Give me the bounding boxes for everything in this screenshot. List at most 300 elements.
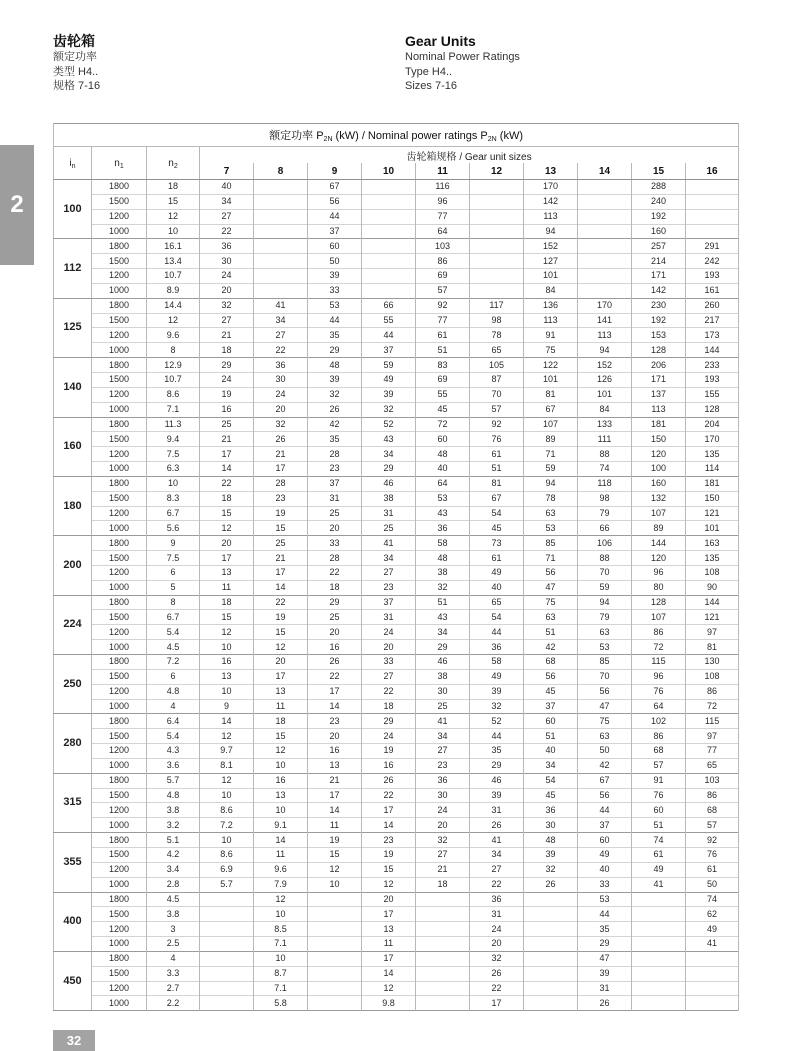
n1-cell: 1500: [92, 254, 147, 269]
n1-cell: 1800: [92, 655, 147, 670]
power-cell-size-12: 54: [470, 506, 524, 521]
power-cell-size-7: 7.2: [200, 818, 254, 833]
power-cell-size-12: 49: [470, 565, 524, 580]
power-cell-size-14: [578, 269, 632, 284]
power-cell-size-8: 21: [254, 447, 308, 462]
table-row: [54, 788, 739, 803]
power-cell-size-9: 26: [308, 402, 362, 417]
n2-cell: 10: [147, 476, 200, 491]
power-cell-size-11: [416, 922, 470, 937]
power-cell-size-7: 29: [200, 358, 254, 373]
power-cell-size-10: 12: [362, 981, 416, 996]
n1-cell: 1800: [92, 773, 147, 788]
table-row: [54, 551, 739, 566]
power-cell-size-15: 137: [632, 387, 686, 402]
power-cell-size-7: 22: [200, 224, 254, 239]
power-cell-size-10: [362, 283, 416, 298]
power-cell-size-8: 17: [254, 669, 308, 684]
table-row: [54, 417, 739, 432]
table-row: [54, 313, 739, 328]
power-cell-size-8: 28: [254, 476, 308, 491]
ratio-cell: 160: [54, 417, 92, 476]
power-cell-size-8: 8.5: [254, 922, 308, 937]
power-cell-size-15: 120: [632, 551, 686, 566]
power-cell-size-9: 37: [308, 476, 362, 491]
power-cell-size-8: 20: [254, 655, 308, 670]
power-cell-size-11: 103: [416, 239, 470, 254]
power-cell-size-12: 65: [470, 595, 524, 610]
power-cell-size-13: 101: [524, 269, 578, 284]
power-cell-size-13: 26: [524, 877, 578, 892]
power-cell-size-11: 55: [416, 387, 470, 402]
n1-cell: 1000: [92, 640, 147, 655]
n2-cell: 6: [147, 565, 200, 580]
power-cell-size-11: 24: [416, 803, 470, 818]
power-cell-size-15: 142: [632, 283, 686, 298]
table-row: [54, 239, 739, 254]
n1-cell: 1500: [92, 669, 147, 684]
power-cell-size-14: 56: [578, 684, 632, 699]
ratio-cell: 125: [54, 298, 92, 357]
power-cell-size-7: 12: [200, 729, 254, 744]
power-cell-size-7: 13: [200, 669, 254, 684]
power-cell-size-14: 133: [578, 417, 632, 432]
power-cell-size-12: 78: [470, 328, 524, 343]
power-cell-size-15: 132: [632, 491, 686, 506]
power-cell-size-10: 33: [362, 655, 416, 670]
power-cell-size-8: [254, 209, 308, 224]
power-cell-size-10: 34: [362, 447, 416, 462]
table-row: [54, 892, 739, 907]
power-cell-size-13: 68: [524, 655, 578, 670]
size-header-9: 9: [308, 163, 362, 180]
n2-cell: 15: [147, 194, 200, 209]
power-cell-size-14: 75: [578, 714, 632, 729]
power-cell-size-7: 34: [200, 194, 254, 209]
power-cell-size-15: 80: [632, 580, 686, 595]
power-cell-size-13: 71: [524, 447, 578, 462]
power-cell-size-15: 74: [632, 833, 686, 848]
n1-cell: 1800: [92, 892, 147, 907]
power-cell-size-13: [524, 922, 578, 937]
power-cell-size-16: 108: [686, 565, 739, 580]
col-header-n1-sub: 1: [119, 162, 124, 170]
power-cell-size-10: 29: [362, 714, 416, 729]
power-cell-size-8: 21: [254, 551, 308, 566]
n1-cell: 1200: [92, 981, 147, 996]
power-cell-size-10: 14: [362, 966, 416, 981]
power-cell-size-15: 120: [632, 447, 686, 462]
power-cell-size-11: 96: [416, 194, 470, 209]
power-cell-size-14: 63: [578, 729, 632, 744]
power-cell-size-8: [254, 239, 308, 254]
table-title-text-3: (kW): [496, 130, 523, 142]
power-cell-size-11: 34: [416, 729, 470, 744]
power-cell-size-12: 27: [470, 862, 524, 877]
power-cell-size-13: [524, 951, 578, 966]
power-cell-size-12: 32: [470, 951, 524, 966]
power-cell-size-11: 27: [416, 847, 470, 862]
ratio-cell: 450: [54, 951, 92, 1010]
power-cell-size-9: 11: [308, 818, 362, 833]
n1-cell: 1800: [92, 951, 147, 966]
header-sizes-cn: 规格 7-16: [53, 80, 101, 92]
power-cell-size-15: 86: [632, 729, 686, 744]
size-header-7: 7: [200, 163, 254, 180]
power-cell-size-10: [362, 180, 416, 195]
power-cell-size-12: 98: [470, 313, 524, 328]
power-cell-size-15: 49: [632, 862, 686, 877]
power-cell-size-16: 135: [686, 447, 739, 462]
power-cell-size-7: 14: [200, 714, 254, 729]
n2-cell: 2.2: [147, 996, 200, 1011]
power-cell-size-15: [632, 981, 686, 996]
power-cell-size-10: [362, 194, 416, 209]
power-cell-size-14: 31: [578, 981, 632, 996]
power-cell-size-10: [362, 239, 416, 254]
table-row: [54, 580, 739, 595]
power-cell-size-12: 76: [470, 432, 524, 447]
power-cell-size-9: 48: [308, 358, 362, 373]
power-cell-size-8: 12: [254, 744, 308, 759]
power-cell-size-8: 7.1: [254, 981, 308, 996]
power-cell-size-8: 17: [254, 462, 308, 477]
power-cell-size-9: [308, 937, 362, 952]
power-cell-size-7: 13: [200, 565, 254, 580]
power-cell-size-9: 19: [308, 833, 362, 848]
power-cell-size-10: [362, 209, 416, 224]
power-cell-size-16: 121: [686, 610, 739, 625]
n1-cell: 1800: [92, 714, 147, 729]
power-cell-size-11: 38: [416, 669, 470, 684]
power-cell-size-12: 117: [470, 298, 524, 313]
power-cell-size-15: 102: [632, 714, 686, 729]
power-cell-size-13: 71: [524, 551, 578, 566]
power-cell-size-15: 72: [632, 640, 686, 655]
n2-cell: 6: [147, 669, 200, 684]
power-cell-size-9: 67: [308, 180, 362, 195]
power-cell-size-12: [470, 269, 524, 284]
chapter-number: 2: [10, 191, 24, 218]
power-cell-size-10: [362, 224, 416, 239]
ratio-cell: 400: [54, 892, 92, 951]
power-cell-size-12: 45: [470, 521, 524, 536]
size-header-12: 12: [470, 163, 524, 180]
power-cell-size-12: 26: [470, 818, 524, 833]
power-cell-size-16: 193: [686, 372, 739, 387]
power-cell-size-16: 161: [686, 283, 739, 298]
power-cell-size-8: 14: [254, 833, 308, 848]
power-cell-size-12: [470, 194, 524, 209]
power-cell-size-16: 103: [686, 773, 739, 788]
power-cell-size-13: 136: [524, 298, 578, 313]
n2-cell: 4.8: [147, 684, 200, 699]
power-cell-size-9: 12: [308, 862, 362, 877]
ratio-cell: 355: [54, 833, 92, 892]
power-cell-size-16: 217: [686, 313, 739, 328]
n2-cell: 3.3: [147, 966, 200, 981]
power-cell-size-7: 9.7: [200, 744, 254, 759]
power-cell-size-15: 57: [632, 758, 686, 773]
power-cell-size-7: 9: [200, 699, 254, 714]
power-cell-size-9: 21: [308, 773, 362, 788]
table-row: [54, 833, 739, 848]
power-cell-size-9: [308, 907, 362, 922]
table-row: [54, 699, 739, 714]
table-row: [54, 209, 739, 224]
power-cell-size-14: 56: [578, 788, 632, 803]
header-chinese: [53, 32, 100, 94]
power-cell-size-13: 81: [524, 387, 578, 402]
power-cell-size-10: 59: [362, 358, 416, 373]
power-cell-size-12: 57: [470, 402, 524, 417]
power-cell-size-16: 291: [686, 239, 739, 254]
table-row: [54, 981, 739, 996]
power-cell-size-9: 32: [308, 387, 362, 402]
col-header-ratio-sub: n: [71, 162, 76, 170]
power-cell-size-14: 39: [578, 966, 632, 981]
n2-cell: 2.5: [147, 937, 200, 952]
power-cell-size-8: [254, 224, 308, 239]
power-cell-size-8: 14: [254, 580, 308, 595]
power-cell-size-9: 44: [308, 209, 362, 224]
n2-cell: 6.7: [147, 506, 200, 521]
power-cell-size-11: 43: [416, 610, 470, 625]
size-header-8: 8: [254, 163, 308, 180]
power-cell-size-7: [200, 951, 254, 966]
n1-cell: 1500: [92, 491, 147, 506]
power-cell-size-10: 17: [362, 907, 416, 922]
table-row: [54, 269, 739, 284]
power-cell-size-15: 171: [632, 269, 686, 284]
table-row: [54, 536, 739, 551]
power-cell-size-13: 56: [524, 669, 578, 684]
power-cell-size-13: 107: [524, 417, 578, 432]
power-cell-size-15: 257: [632, 239, 686, 254]
power-cell-size-16: 170: [686, 432, 739, 447]
table-row: [54, 372, 739, 387]
power-cell-size-8: 7.9: [254, 877, 308, 892]
power-cell-size-13: 94: [524, 476, 578, 491]
n1-cell: 1000: [92, 224, 147, 239]
power-cell-size-7: 10: [200, 788, 254, 803]
power-cell-size-15: [632, 892, 686, 907]
power-cell-size-9: 42: [308, 417, 362, 432]
power-cell-size-14: 113: [578, 328, 632, 343]
power-cell-size-15: 60: [632, 803, 686, 818]
power-cell-size-15: 61: [632, 847, 686, 862]
power-cell-size-13: [524, 892, 578, 907]
power-cell-size-8: 9.1: [254, 818, 308, 833]
power-cell-size-11: [416, 907, 470, 922]
power-cell-size-10: 17: [362, 951, 416, 966]
table-row: [54, 907, 739, 922]
power-cell-size-11: 92: [416, 298, 470, 313]
n2-cell: 5.6: [147, 521, 200, 536]
power-cell-size-14: 53: [578, 892, 632, 907]
power-cell-size-9: 16: [308, 744, 362, 759]
power-cell-size-14: 67: [578, 773, 632, 788]
power-cell-size-8: 10: [254, 907, 308, 922]
power-cell-size-11: 27: [416, 744, 470, 759]
power-cell-size-7: [200, 966, 254, 981]
table-body: [54, 180, 739, 1011]
power-cell-size-13: 127: [524, 254, 578, 269]
table-title-subscript-2: 2N: [487, 136, 497, 143]
power-cell-size-11: 23: [416, 758, 470, 773]
table-row: [54, 803, 739, 818]
power-cell-size-8: 15: [254, 521, 308, 536]
n2-cell: 6.4: [147, 714, 200, 729]
n2-cell: 7.2: [147, 655, 200, 670]
power-cell-size-15: 64: [632, 699, 686, 714]
power-cell-size-15: 76: [632, 788, 686, 803]
power-cell-size-11: 69: [416, 372, 470, 387]
power-cell-size-8: 20: [254, 402, 308, 417]
table-row: [54, 358, 739, 373]
power-cell-size-16: 204: [686, 417, 739, 432]
power-cell-size-10: 9.8: [362, 996, 416, 1011]
n1-cell: 1200: [92, 803, 147, 818]
power-cell-size-10: 22: [362, 788, 416, 803]
power-cell-size-13: 59: [524, 462, 578, 477]
ratio-cell: 100: [54, 180, 92, 239]
n1-cell: 1500: [92, 907, 147, 922]
table-row: [54, 966, 739, 981]
n2-cell: 7.5: [147, 447, 200, 462]
power-cell-size-13: 45: [524, 684, 578, 699]
power-cell-size-9: 60: [308, 239, 362, 254]
power-cell-size-12: 44: [470, 729, 524, 744]
n1-cell: 1800: [92, 476, 147, 491]
n1-cell: 1500: [92, 372, 147, 387]
power-cell-size-9: 44: [308, 313, 362, 328]
power-cell-size-8: 9.6: [254, 862, 308, 877]
power-cell-size-11: 61: [416, 328, 470, 343]
power-cell-size-11: 34: [416, 625, 470, 640]
header-type-cn: 类型 H4..: [53, 65, 99, 78]
power-cell-size-15: [632, 966, 686, 981]
ratio-cell: 250: [54, 655, 92, 714]
n1-cell: 1200: [92, 744, 147, 759]
table-row: [54, 773, 739, 788]
n2-cell: 3.4: [147, 862, 200, 877]
n2-cell: 8: [147, 595, 200, 610]
power-cell-size-14: 94: [578, 343, 632, 358]
power-cell-size-15: 51: [632, 818, 686, 833]
table-row: [54, 491, 739, 506]
table-row: [54, 298, 739, 313]
power-cell-size-7: 8.1: [200, 758, 254, 773]
power-cell-size-9: 33: [308, 283, 362, 298]
power-cell-size-9: 56: [308, 194, 362, 209]
power-cell-size-16: 49: [686, 922, 739, 937]
power-cell-size-14: 111: [578, 432, 632, 447]
n1-cell: 1500: [92, 966, 147, 981]
power-cell-size-11: 32: [416, 833, 470, 848]
n1-cell: 1200: [92, 565, 147, 580]
power-cell-size-14: 152: [578, 358, 632, 373]
table-row: [54, 625, 739, 640]
power-cell-size-11: 60: [416, 432, 470, 447]
power-cell-size-12: 20: [470, 937, 524, 952]
power-cell-size-10: 46: [362, 476, 416, 491]
power-cell-size-14: 40: [578, 862, 632, 877]
power-cell-size-16: 144: [686, 595, 739, 610]
power-cell-size-13: 170: [524, 180, 578, 195]
table-title-subscript-1: 2N: [323, 136, 333, 143]
power-cell-size-13: 51: [524, 729, 578, 744]
power-cell-size-11: [416, 981, 470, 996]
power-cell-size-10: 27: [362, 669, 416, 684]
page-number: 32: [66, 1033, 82, 1048]
power-cell-size-9: [308, 981, 362, 996]
power-cell-size-13: 39: [524, 847, 578, 862]
power-cell-size-14: 33: [578, 877, 632, 892]
power-cell-size-9: 20: [308, 521, 362, 536]
power-cell-size-13: 63: [524, 506, 578, 521]
power-cell-size-7: 18: [200, 491, 254, 506]
power-cell-size-16: 97: [686, 729, 739, 744]
power-cell-size-13: 113: [524, 313, 578, 328]
size-header-10: 10: [362, 163, 416, 180]
power-cell-size-13: 42: [524, 640, 578, 655]
n1-cell: 1500: [92, 551, 147, 566]
power-cell-size-13: 60: [524, 714, 578, 729]
power-cell-size-11: [416, 966, 470, 981]
power-cell-size-15: 96: [632, 565, 686, 580]
col-header-n2: [147, 147, 200, 180]
power-cell-size-8: [254, 180, 308, 195]
col-header-n2-sub: 2: [173, 162, 178, 170]
power-cell-size-7: 11: [200, 580, 254, 595]
n1-cell: 1200: [92, 506, 147, 521]
n2-cell: 10: [147, 224, 200, 239]
power-cell-size-11: [416, 937, 470, 952]
power-cell-size-10: 18: [362, 699, 416, 714]
power-cell-size-16: 65: [686, 758, 739, 773]
n1-cell: 1000: [92, 699, 147, 714]
power-cell-size-11: 21: [416, 862, 470, 877]
power-cell-size-13: 122: [524, 358, 578, 373]
power-cell-size-9: 16: [308, 640, 362, 655]
power-cell-size-16: 101: [686, 521, 739, 536]
power-cell-size-8: [254, 269, 308, 284]
col-header-ratio-main: i: [69, 157, 72, 169]
power-cell-size-9: 17: [308, 684, 362, 699]
power-cell-size-7: 16: [200, 655, 254, 670]
power-cell-size-12: 34: [470, 847, 524, 862]
power-cell-size-12: 40: [470, 580, 524, 595]
power-cell-size-11: 58: [416, 536, 470, 551]
n1-cell: 1200: [92, 684, 147, 699]
power-cell-size-16: 121: [686, 506, 739, 521]
n1-cell: 1200: [92, 922, 147, 937]
n2-cell: 3.2: [147, 818, 200, 833]
col-header-ratio: [54, 147, 92, 180]
power-cell-size-14: [578, 283, 632, 298]
power-cell-size-12: 61: [470, 447, 524, 462]
power-cell-size-10: 37: [362, 343, 416, 358]
power-cell-size-8: 36: [254, 358, 308, 373]
power-cell-size-10: 17: [362, 803, 416, 818]
power-cell-size-8: 26: [254, 432, 308, 447]
header-title-cn: 齿轮箱: [53, 33, 95, 49]
power-cell-size-16: [686, 981, 739, 996]
power-cell-size-11: 38: [416, 565, 470, 580]
n1-cell: 1000: [92, 758, 147, 773]
power-cell-size-13: 53: [524, 521, 578, 536]
